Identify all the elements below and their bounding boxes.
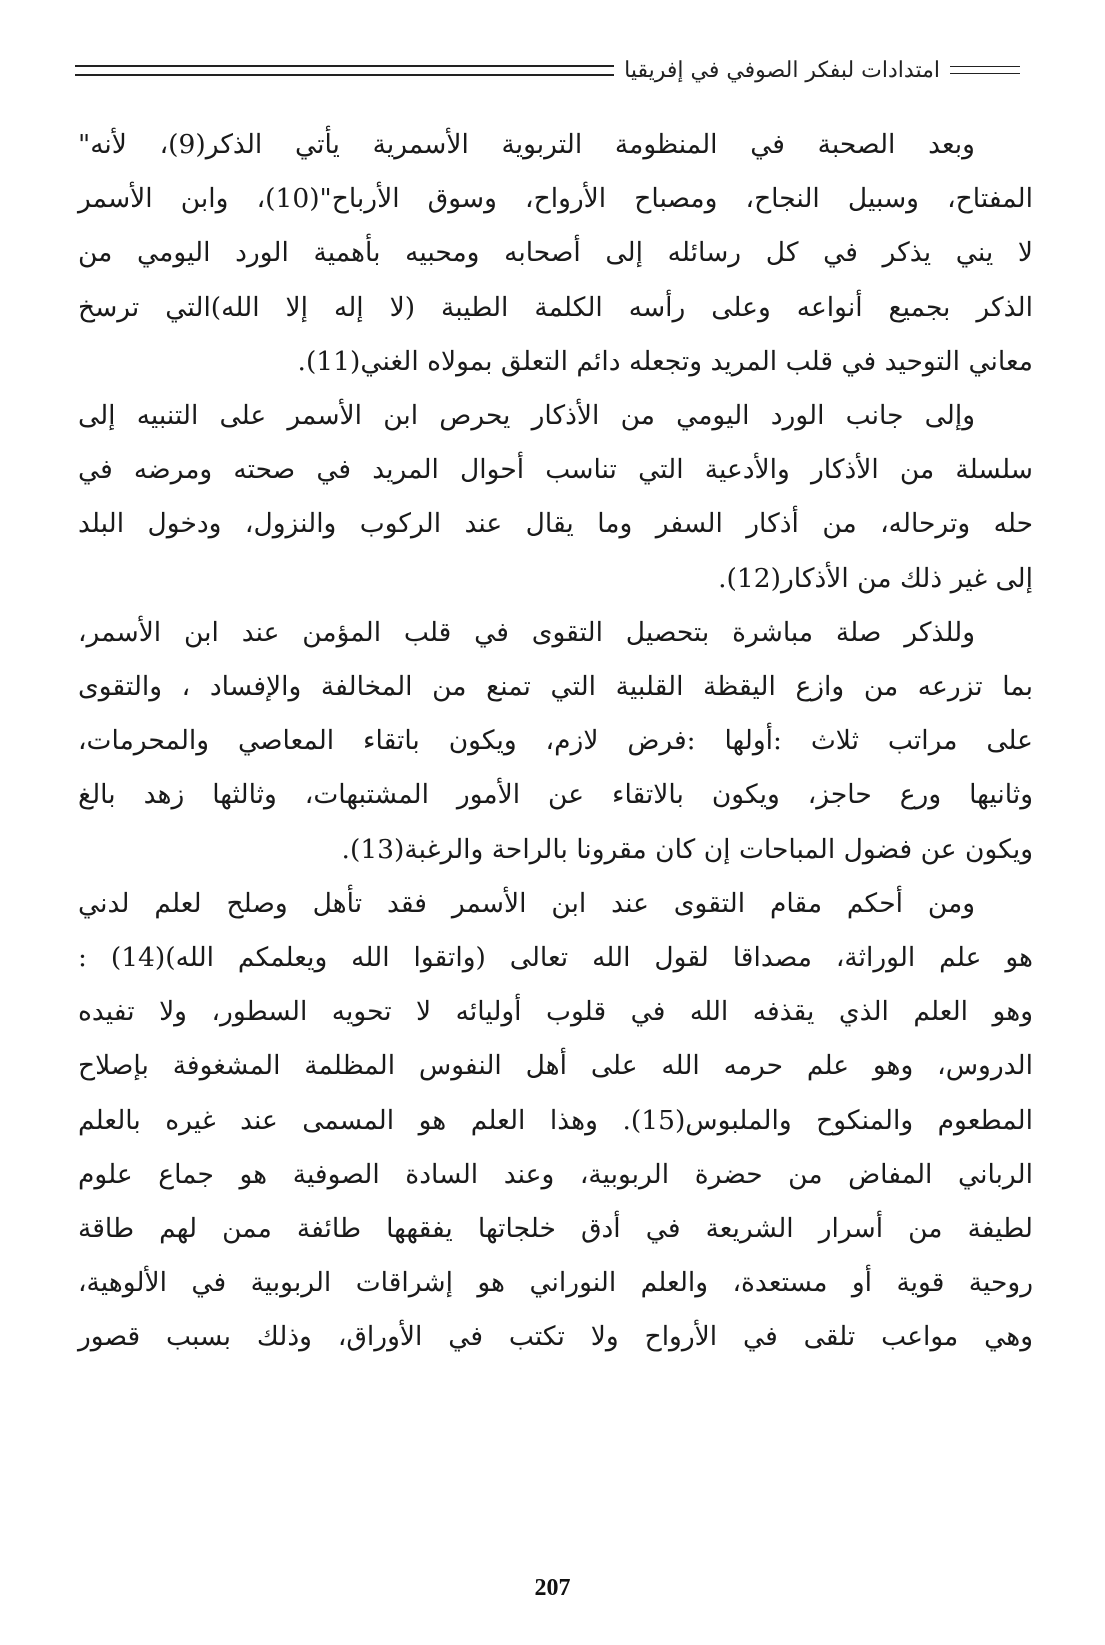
header-rule-right — [950, 66, 1020, 74]
text-line: إلى غير ذلك من الأذكار(12). — [718, 562, 1033, 594]
text-line: وهي مواعب تلقى في الأرواح ولا تكتب في الأوراق، وذلك بسبب قصور — [78, 1321, 1033, 1353]
paragraph-1 — [78, 118, 1033, 389]
body-text — [78, 118, 1033, 1365]
text-line: روحية قوية أو مستعدة، والعلم النوراني هو إشراقات الربوبية في الألوهية، — [78, 1267, 1033, 1299]
text-line: وهو العلم الذي يقذفه الله في قلوب أوليائه لا تحويه السطور، ولا تفيده — [78, 996, 1033, 1028]
text-line: وللذكر صلة مباشرة بتحصيل التقوى في قلب المؤمن عند ابن الأسمر، — [78, 616, 975, 648]
text-line: الرباني المفاض من حضرة الربوبية، وعند السادة الصوفية هو جماع علوم — [78, 1158, 1033, 1190]
text-line: معاني التوحيد في قلب المريد وتجعله دائم التعلق بمولاه الغني(11). — [297, 345, 1033, 377]
text-line: وثانيها ورع حاجز، ويكون بالاتقاء عن الأمور المشتبهات، وثالثها زهد بالغ — [78, 779, 1033, 811]
paragraph-3 — [78, 606, 1033, 877]
page-number: 207 — [534, 1575, 571, 1601]
text-line: المفتاح، وسبيل النجاح، ومصباح الأرواح، وسوق الأرباح"(10)، وابن الأسمر — [78, 183, 1033, 215]
text-line: ومن أحكم مقام التقوى عند ابن الأسمر فقد تأهل وصلح لعلم لدني — [78, 887, 975, 919]
text-line: سلسلة من الأذكار والأدعية التي تناسب أحوال المريد في صحته ومرضه في — [78, 454, 1033, 486]
running-header — [75, 40, 1030, 100]
text-line: ويكون عن فضول المباحات إن كان مقرونا بالراحة والرغبة(13). — [341, 833, 1033, 865]
paragraph-2 — [78, 389, 1033, 606]
text-line: على مراتب ثلاث :أولها :فرض لازم، ويكون باتقاء المعاصي والمحرمات، — [78, 725, 1033, 757]
text-line: وبعد الصحبة في المنظومة التربوية الأسمرية يأتي الذكر(9)، لأنه" — [78, 129, 975, 160]
text-line: الدروس، وهو علم حرمه الله على أهل النفوس المظلمة المشغوفة بإصلاح — [78, 1050, 1033, 1082]
text-line: وإلى جانب الورد اليومي من الأذكار يحرص ابن الأسمر على التنبيه إلى — [78, 400, 975, 432]
text-line: لا يني يذكر في كل رسائله إلى أصحابه ومحبيه بأهمية الورد اليومي من — [78, 237, 1033, 269]
text-line: لطيفة من أسرار الشريعة في أدق خلجاتها يفقهها طائفة ممن لهم طاقة — [78, 1213, 1033, 1245]
text-line: الذكر بجميع أنواعه وعلى رأسه الكلمة الطيبة (لا إله إلا الله)التي ترسخ — [78, 291, 1033, 323]
text-line: بما تزرعه من وازع اليقظة القلبية التي تمنع من المخالفة والإفساد ، والتقوى — [78, 671, 1033, 703]
text-line: هو علم الوراثة، مصداقا لقول الله تعالى (واتقوا الله ويعلمكم الله)(14) : — [78, 942, 1033, 974]
text-line: حله وترحاله، من أذكار السفر وما يقال عند الركوب والنزول، ودخول البلد — [78, 508, 1033, 540]
running-title: امتدادات لبفكر الصوفي في إفريقيا — [624, 57, 940, 83]
header-rule-left — [75, 65, 614, 76]
text-line: المطعوم والمنكوح والملبوس(15). وهذا العلم هو المسمى عند غيره بالعلم — [78, 1104, 1033, 1136]
paragraph-4 — [78, 877, 1033, 1365]
